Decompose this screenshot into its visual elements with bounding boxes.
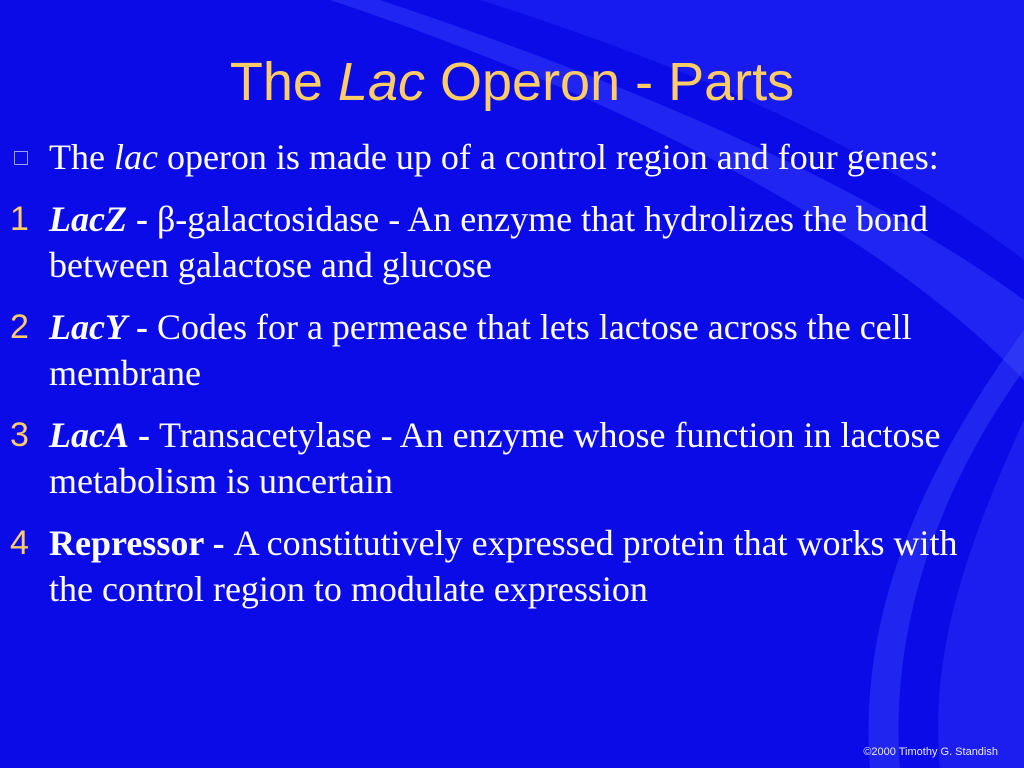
list-item-laca	[0, 412, 1024, 504]
intro-bullet	[0, 134, 1024, 180]
item-description: A constitutively expressed protein that works with the control region to modulate expression	[49, 523, 958, 609]
item-number: 2	[10, 308, 29, 346]
item-description: Codes for a permease that lets lactose across the cell membrane	[49, 307, 912, 393]
title-suffix: Operon - Parts	[425, 52, 795, 112]
list-item-repressor	[0, 520, 1024, 612]
list-item-lacz	[0, 196, 1024, 288]
item-separator: -	[126, 199, 157, 239]
square-bullet-icon	[14, 151, 28, 165]
intro-text-pre: The	[49, 137, 114, 177]
item-description: β-galactosidase - An enzyme that hydrolizes the bond between galactose and glucose	[49, 199, 929, 285]
item-term: LacY	[49, 307, 127, 347]
item-number: 4	[10, 524, 29, 562]
item-description: Transacetylase - An enzyme whose function in lactose metabolism is uncertain	[49, 415, 941, 501]
item-separator: -	[128, 415, 159, 455]
title-italic-word: Lac	[337, 52, 425, 112]
intro-text-italic: lac	[113, 137, 158, 177]
bullet-list	[0, 134, 1024, 628]
title-prefix: The	[229, 52, 338, 112]
item-separator: -	[126, 307, 157, 347]
item-term: LacA	[49, 415, 129, 455]
intro-text-post: operon is made up of a control region and four genes:	[157, 137, 939, 177]
item-term: Repressor	[49, 523, 204, 563]
item-term: LacZ	[49, 199, 127, 239]
list-item-lacy	[0, 304, 1024, 396]
slide-title	[0, 50, 1024, 114]
item-number: 1	[10, 200, 29, 238]
copyright-notice: ©2000 Timothy G. Standish	[863, 746, 998, 758]
item-number: 3	[10, 416, 29, 454]
item-separator: -	[203, 523, 234, 563]
